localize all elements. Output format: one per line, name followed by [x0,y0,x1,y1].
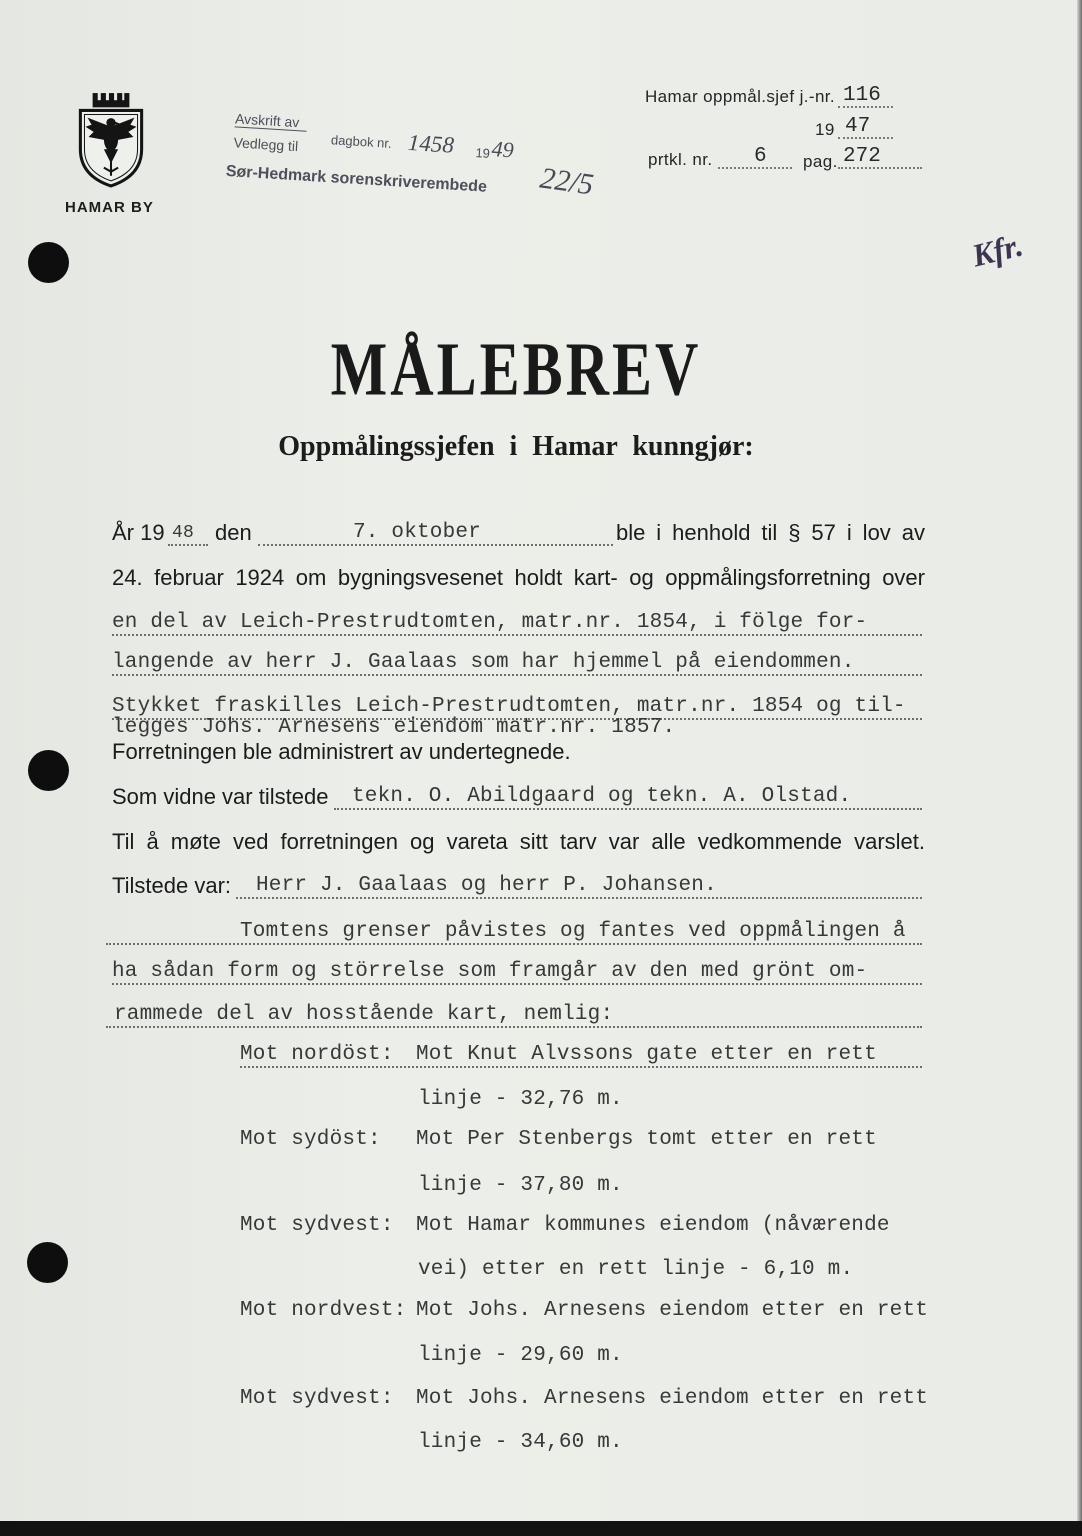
boundary-intro-field [106,919,922,945]
journal-number-value: 116 [843,84,881,107]
coat-of-arms-logo [70,90,152,188]
boundary-length: vei) etter en rett linje - 6,10 m. [418,1258,854,1281]
handwritten-date: 22/5 [538,161,596,202]
date-field [258,520,613,546]
boundary-intro-field [112,959,922,985]
boundary-direction: Mot nordöst: [240,1043,394,1066]
boundary-length: linje - 32,76 m. [418,1088,623,1111]
purpose-line: langende av herr J. Gaalaas som har hjemmel på eiendommen. [112,651,855,674]
stamp-journal-number: 1458 [407,129,455,158]
present-field [236,873,922,899]
administered-statement: Forretningen ble administrert av undertegnede. [112,739,571,764]
present-value: Herr J. Gaalaas og herr P. Johansen. [256,874,717,897]
page-value: 272 [843,145,881,168]
year-value: 48 [172,523,195,543]
purpose-field [112,650,922,676]
stamp-journal-label: dagbok nr. [330,132,393,151]
protocol-label: prtkl. nr. [648,150,713,169]
witness-value: tekn. O. Abildgaard og tekn. A. Olstad. [352,785,852,808]
boundary-length: linje - 34,60 m. [418,1431,623,1454]
page-field [838,145,922,169]
year-prefix: 19 [815,120,835,139]
boundary-length: linje - 29,60 m. [418,1344,623,1367]
boundary-direction: Mot nordvest: [240,1299,407,1322]
journal-number-field [838,84,893,108]
purpose-field [112,610,922,636]
punch-hole [28,750,69,791]
date-label: den [215,520,252,545]
boundary-description: Mot Hamar kommunes eiendom (nåværende [416,1214,890,1237]
boundary-intro-line: Tomtens grenser påvistes og fantes ved oppmålingen å [240,920,906,943]
stamp-year-prefix: 19 [475,145,491,161]
boundary-description: Mot Per Stenbergs tomt etter en rett [416,1128,877,1151]
purpose-line: legges Johs. Arnesens eiendom matr.nr. 1857. [112,716,676,739]
purpose-line: Stykket fraskilles Leich-Prestrudtomten, matr.nr. 1854 og til- [112,695,906,718]
year-value: 47 [845,115,871,138]
year-label: År 19 [112,520,165,545]
stamp-year-suffix: 49 [491,136,515,163]
witness-label: Som vidne var tilstede [112,784,329,809]
date-value: 7. oktober [353,521,482,544]
scan-edge-right [1077,0,1082,1521]
scan-edge-bottom [0,1521,1082,1536]
registration-stamp [225,104,550,213]
boundary-intro-line: ha sådan form og störrelse som framgår av den med grönt om- [112,960,868,983]
journal-number-label: Hamar oppmål.sjef j.-nr. [645,87,836,106]
boundary-direction: Mot sydöst: [240,1128,381,1151]
notice-statement: Til å møte ved forretningen og vareta sitt tarv var alle vedkommende varslet. [112,829,925,854]
document-title: MÅLEBREV [330,326,702,412]
punch-hole [27,1242,68,1283]
annotation-mark: Kfr. [968,226,1027,274]
stamp-office: Sør-Hedmark sorenskriverembede [225,162,488,196]
boundary-intro-line: rammede del av hosstående kart, nemlig: [114,1003,614,1026]
boundary-length: linje - 37,80 m. [418,1174,623,1197]
boundary-description: Mot Knut Alvssons gate etter en rett [416,1043,877,1066]
boundary-row [240,1042,922,1068]
punch-hole [28,242,69,283]
present-label: Tilstede var: [112,873,232,898]
boundary-description: Mot Johs. Arnesens eiendom etter en rett [416,1387,929,1410]
law-line: 24. februar 1924 om bygningsvesenet holdt kart- og oppmålingsforretning over [112,565,925,590]
boundary-intro-field [106,1002,922,1028]
witness-field [334,784,922,810]
protocol-field [718,145,792,169]
boundary-direction: Mot sydvest: [240,1387,394,1410]
document-subtitle: Oppmålingssjefen i Hamar kunngjør: [278,431,754,462]
protocol-value: 6 [754,145,767,168]
boundary-direction: Mot sydvest: [240,1214,394,1237]
page-label: pag. [803,152,838,171]
law-reference-text: ble i henhold til § 57 i lov av [616,520,925,545]
stamp-attachment-label: Vedlegg til [233,134,299,155]
year-field [838,115,893,139]
municipality-name: HAMAR BY [65,199,154,216]
purpose-line: en del av Leich-Prestrudtomten, matr.nr. 1854, i fölge for- [112,611,868,634]
year-field [168,520,208,546]
boundary-description: Mot Johs. Arnesens eiendom etter en rett [416,1299,929,1322]
stamp-copy-label: Avskrift av [235,110,308,131]
